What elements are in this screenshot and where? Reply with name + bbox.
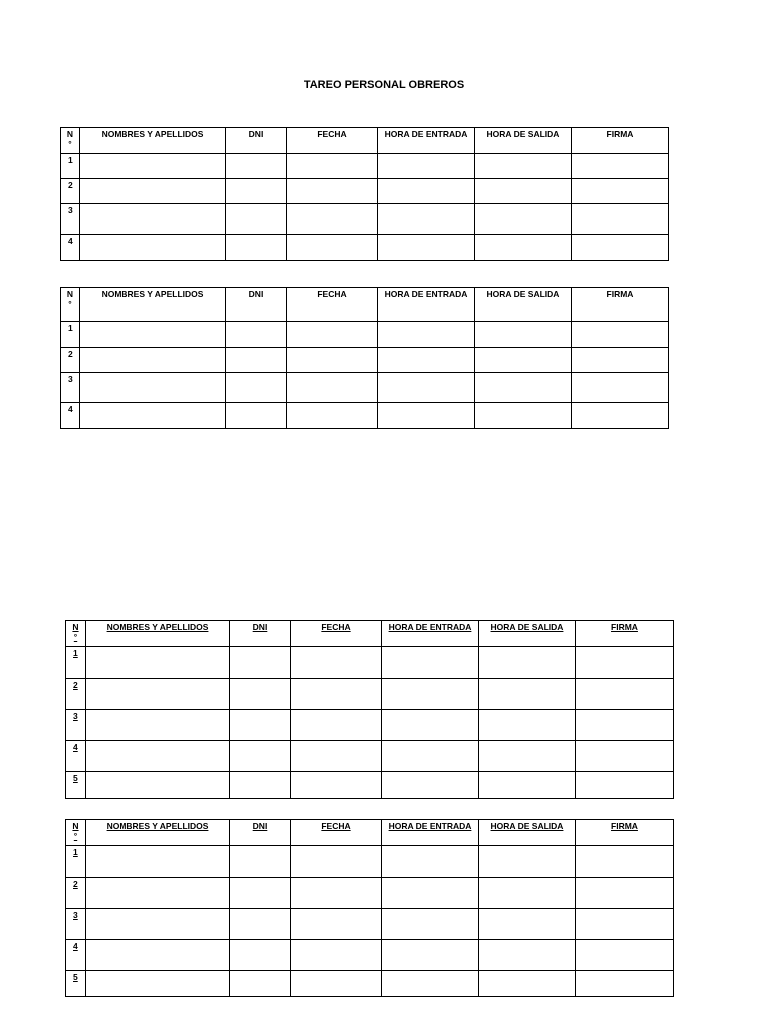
entrada-cell[interactable]	[378, 179, 475, 204]
firma-cell[interactable]	[576, 679, 674, 710]
names-cell[interactable]	[86, 909, 230, 940]
names-cell[interactable]	[80, 204, 226, 235]
names-cell[interactable]	[80, 373, 226, 403]
entrada-cell[interactable]	[382, 909, 479, 940]
entrada-cell[interactable]	[378, 322, 475, 348]
firma-cell[interactable]	[576, 741, 674, 772]
fecha-cell[interactable]	[291, 878, 382, 909]
row-number: 4	[66, 741, 86, 772]
entrada-cell[interactable]	[378, 373, 475, 403]
fecha-cell[interactable]	[291, 772, 382, 799]
fecha-cell[interactable]	[287, 348, 378, 373]
table-row	[66, 909, 674, 940]
firma-cell[interactable]	[572, 154, 669, 179]
table-row	[66, 772, 674, 799]
names-cell[interactable]	[86, 741, 230, 772]
salida-cell[interactable]	[479, 940, 576, 971]
salida-cell[interactable]	[479, 846, 576, 878]
salida-cell[interactable]	[475, 373, 572, 403]
salida-cell[interactable]	[479, 741, 576, 772]
header-row	[66, 621, 674, 647]
names-cell[interactable]	[86, 846, 230, 878]
salida-cell[interactable]	[479, 710, 576, 741]
salida-cell[interactable]	[475, 154, 572, 179]
row-number: 3	[66, 909, 86, 940]
firma-cell[interactable]	[572, 403, 669, 429]
names-cell[interactable]	[80, 348, 226, 373]
row-number: 2	[66, 679, 86, 710]
row-number: 4	[66, 940, 86, 971]
dni-cell[interactable]	[230, 940, 291, 971]
firma-cell[interactable]	[572, 235, 669, 261]
names-cell[interactable]	[80, 403, 226, 429]
entrada-cell[interactable]	[382, 647, 479, 679]
row-number: 1	[61, 322, 80, 348]
table-row	[66, 710, 674, 741]
row-number: 3	[61, 373, 80, 403]
row-number: 2	[61, 179, 80, 204]
table-row	[61, 154, 669, 179]
dni-cell[interactable]	[226, 373, 287, 403]
header-salida: HORA DE SALIDA	[479, 621, 576, 647]
attendance-table-3	[65, 620, 674, 799]
entrada-cell[interactable]	[378, 403, 475, 429]
row-number: 1	[66, 647, 86, 679]
dni-cell[interactable]	[230, 710, 291, 741]
dni-cell[interactable]	[230, 741, 291, 772]
salida-cell[interactable]	[475, 403, 572, 429]
firma-cell[interactable]	[576, 846, 674, 878]
dni-cell[interactable]	[226, 322, 287, 348]
firma-cell[interactable]	[572, 322, 669, 348]
header-dni: DNI	[226, 128, 287, 154]
fecha-cell[interactable]	[291, 710, 382, 741]
firma-cell[interactable]	[576, 971, 674, 997]
row-number: 3	[61, 204, 80, 235]
header-dni: DNI	[230, 820, 291, 846]
table-row	[61, 322, 669, 348]
salida-cell[interactable]	[475, 179, 572, 204]
header-row	[61, 288, 669, 322]
fecha-cell[interactable]	[291, 971, 382, 997]
table-row	[61, 204, 669, 235]
attendance-table-2	[60, 287, 669, 429]
names-cell[interactable]	[86, 710, 230, 741]
salida-cell[interactable]	[479, 772, 576, 799]
header-fecha: FECHA	[291, 820, 382, 846]
table-row	[66, 878, 674, 909]
row-number: 5	[66, 971, 86, 997]
header-number: N °	[61, 128, 80, 154]
entrada-cell[interactable]	[382, 741, 479, 772]
dni-cell[interactable]	[230, 647, 291, 679]
entrada-cell[interactable]	[382, 679, 479, 710]
entrada-cell[interactable]	[378, 348, 475, 373]
header-dni: DNI	[230, 621, 291, 647]
entrada-cell[interactable]	[382, 878, 479, 909]
header-names: NOMBRES Y APELLIDOS	[80, 288, 226, 322]
fecha-cell[interactable]	[291, 647, 382, 679]
header-entrada: HORA DE ENTRADA	[382, 621, 479, 647]
names-cell[interactable]	[86, 940, 230, 971]
row-number: 2	[66, 878, 86, 909]
row-number: 2	[61, 348, 80, 373]
salida-cell[interactable]	[475, 348, 572, 373]
table-row	[66, 971, 674, 997]
firma-cell[interactable]	[572, 348, 669, 373]
dni-cell[interactable]	[230, 909, 291, 940]
fecha-cell[interactable]	[287, 204, 378, 235]
row-number: 3	[66, 710, 86, 741]
dni-cell[interactable]	[230, 878, 291, 909]
fecha-cell[interactable]	[291, 679, 382, 710]
table-row	[66, 647, 674, 679]
header-number: N °	[61, 288, 80, 322]
dni-cell[interactable]	[226, 348, 287, 373]
firma-cell[interactable]	[576, 909, 674, 940]
entrada-cell[interactable]	[382, 772, 479, 799]
header-row	[66, 820, 674, 846]
dni-cell[interactable]	[226, 204, 287, 235]
dni-cell[interactable]	[230, 679, 291, 710]
salida-cell[interactable]	[475, 322, 572, 348]
names-cell[interactable]	[80, 179, 226, 204]
header-entrada: HORA DE ENTRADA	[378, 128, 475, 154]
attendance-table-1	[60, 127, 669, 261]
header-salida: HORA DE SALIDA	[475, 288, 572, 322]
firma-cell[interactable]	[572, 373, 669, 403]
salida-cell[interactable]	[475, 235, 572, 261]
fecha-cell[interactable]	[287, 403, 378, 429]
names-cell[interactable]	[80, 322, 226, 348]
names-cell[interactable]	[80, 235, 226, 261]
header-firma: FIRMA	[576, 820, 674, 846]
header-salida: HORA DE SALIDA	[479, 820, 576, 846]
header-entrada: HORA DE ENTRADA	[382, 820, 479, 846]
entrada-cell[interactable]	[378, 154, 475, 179]
firma-cell[interactable]	[576, 710, 674, 741]
table-row	[66, 679, 674, 710]
salida-cell[interactable]	[479, 909, 576, 940]
table-row	[66, 741, 674, 772]
dni-cell[interactable]	[230, 772, 291, 799]
firma-cell[interactable]	[576, 647, 674, 679]
entrada-cell[interactable]	[378, 204, 475, 235]
entrada-cell[interactable]	[382, 710, 479, 741]
header-salida: HORA DE SALIDA	[475, 128, 572, 154]
names-cell[interactable]	[86, 647, 230, 679]
header-firma: FIRMA	[572, 128, 669, 154]
table-row	[61, 348, 669, 373]
names-cell[interactable]	[86, 878, 230, 909]
fecha-cell[interactable]	[287, 154, 378, 179]
entrada-cell[interactable]	[382, 971, 479, 997]
row-number: 1	[61, 154, 80, 179]
row-number: 5	[66, 772, 86, 799]
header-names: NOMBRES Y APELLIDOS	[86, 621, 230, 647]
salida-cell[interactable]	[479, 878, 576, 909]
dni-cell[interactable]	[226, 154, 287, 179]
header-row	[61, 128, 669, 154]
dni-cell[interactable]	[226, 235, 287, 261]
table-row	[66, 940, 674, 971]
names-cell[interactable]	[86, 772, 230, 799]
header-fecha: FECHA	[287, 288, 378, 322]
salida-cell[interactable]	[479, 647, 576, 679]
header-dni: DNI	[226, 288, 287, 322]
header-fecha: FECHA	[287, 128, 378, 154]
header-firma: FIRMA	[576, 621, 674, 647]
fecha-cell[interactable]	[291, 909, 382, 940]
header-fecha: FECHA	[291, 621, 382, 647]
fecha-cell[interactable]	[291, 741, 382, 772]
header-number: N °	[66, 621, 86, 647]
firma-cell[interactable]	[572, 204, 669, 235]
entrada-cell[interactable]	[382, 940, 479, 971]
names-cell[interactable]	[80, 154, 226, 179]
salida-cell[interactable]	[475, 204, 572, 235]
fecha-cell[interactable]	[287, 322, 378, 348]
firma-cell[interactable]	[572, 179, 669, 204]
entrada-cell[interactable]	[382, 846, 479, 878]
table-row	[61, 235, 669, 261]
dni-cell[interactable]	[226, 179, 287, 204]
names-cell[interactable]	[86, 971, 230, 997]
header-firma: FIRMA	[572, 288, 669, 322]
dni-cell[interactable]	[230, 971, 291, 997]
header-names: NOMBRES Y APELLIDOS	[80, 128, 226, 154]
entrada-cell[interactable]	[378, 235, 475, 261]
dni-cell[interactable]	[230, 846, 291, 878]
fecha-cell[interactable]	[287, 179, 378, 204]
fecha-cell[interactable]	[291, 940, 382, 971]
firma-cell[interactable]	[576, 940, 674, 971]
names-cell[interactable]	[86, 679, 230, 710]
row-number: 4	[61, 403, 80, 429]
fecha-cell[interactable]	[287, 235, 378, 261]
document-title: TAREO PERSONAL OBREROS	[303, 79, 465, 91]
table-row	[61, 179, 669, 204]
header-entrada: HORA DE ENTRADA	[378, 288, 475, 322]
firma-cell[interactable]	[576, 772, 674, 799]
salida-cell[interactable]	[479, 971, 576, 997]
row-number: 4	[61, 235, 80, 261]
header-names: NOMBRES Y APELLIDOS	[86, 820, 230, 846]
table-row	[61, 403, 669, 429]
attendance-table-4	[65, 819, 674, 997]
row-number: 1	[66, 846, 86, 878]
header-number: N °	[66, 820, 86, 846]
dni-cell[interactable]	[226, 403, 287, 429]
firma-cell[interactable]	[576, 878, 674, 909]
table-row	[61, 373, 669, 403]
fecha-cell[interactable]	[287, 373, 378, 403]
salida-cell[interactable]	[479, 679, 576, 710]
table-row	[66, 846, 674, 878]
fecha-cell[interactable]	[291, 846, 382, 878]
